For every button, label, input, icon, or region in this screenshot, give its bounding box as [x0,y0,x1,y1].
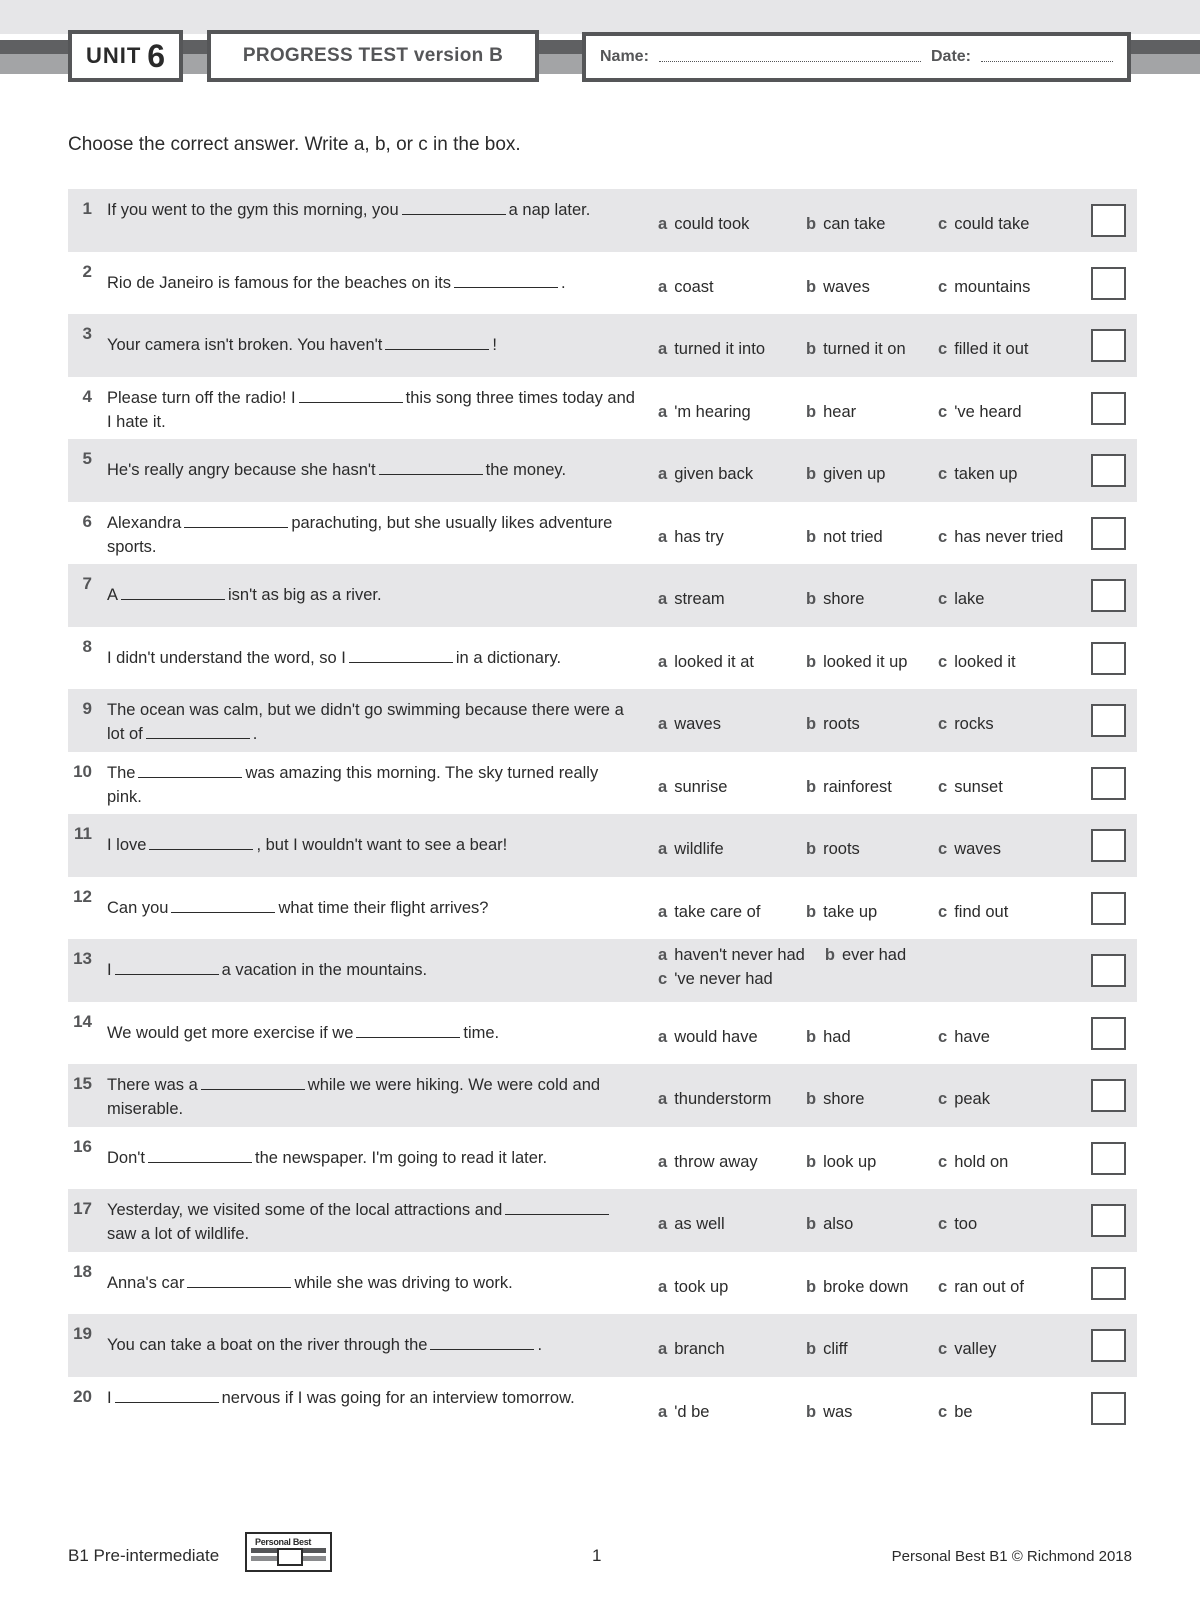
option-a: thunderstorm [674,1090,772,1108]
question-text-after: . [537,1336,543,1354]
option-a: branch [674,1340,725,1358]
question-text-after: time. [463,1023,500,1042]
option-a-line: a take care of [658,902,761,921]
question-number: 4 [82,386,92,406]
option-a: turned it into [674,340,765,358]
option-c-line: c 've never had [658,970,773,988]
option-b-line: b given up [806,465,886,483]
question-text-after: the money. [485,461,567,479]
option-a: 'm hearing [674,402,751,421]
question-text [107,646,637,670]
date-label: Date: [930,48,971,65]
option-b: take up [823,902,878,921]
question-text [107,583,637,607]
question-number: 1 [82,199,92,218]
name-date-box [582,32,1131,82]
question-row [68,252,1137,315]
question-number: 6 [82,511,92,531]
question-text [107,1386,637,1410]
answer-box[interactable] [1091,1017,1126,1050]
answer-blank [201,1076,305,1090]
option-a: coast [674,277,714,296]
question-text [107,511,637,559]
option-b-line: b looked it up [806,652,908,671]
question-text-before: Can you [107,898,169,917]
option-c-line: c waves [938,840,1001,858]
option-a: could took [674,215,750,233]
question-number: 13 [73,949,92,968]
option-a: sunrise [674,777,728,796]
answer-blank [379,461,483,475]
option-a: waves [674,715,721,733]
answer-box[interactable] [1091,267,1126,300]
option-b: rainforest [823,777,892,796]
option-b: shore [823,1090,865,1108]
answer-blank [121,586,225,600]
option-a: given back [674,465,754,483]
answer-box[interactable] [1091,392,1126,425]
question-text-after: while we were hiking. We were cold and miserable. [107,1076,601,1118]
option-a-line: a as well [658,1215,725,1233]
answer-box[interactable] [1091,829,1126,862]
option-b-line: b take up [806,902,878,921]
option-c: taken up [954,465,1018,483]
question-row [68,877,1137,940]
answer-blank [454,274,558,288]
answer-blank [149,836,253,850]
option-c-line: c looked it [938,652,1016,671]
question-text-after: this song three times today and I hate it. [107,388,635,431]
option-c-line: c ran out of [938,1277,1024,1296]
question-row [68,1064,1137,1127]
option-c: lake [954,590,985,608]
question-number: 16 [73,1136,92,1156]
answer-box[interactable] [1091,204,1126,237]
option-b-line: b shore [806,590,865,608]
question-row [68,1127,1137,1190]
option-a: haven't never had [674,946,805,964]
answer-box[interactable] [1091,329,1126,362]
question-text-after: parachuting, but she usually likes adventure sports. [107,513,613,556]
question-number: 15 [73,1074,92,1093]
option-c: could take [954,215,1030,233]
question-number: 8 [82,636,92,656]
option-a: as well [674,1215,725,1233]
question-row [68,814,1137,877]
question-row [68,689,1137,752]
question-row [68,1189,1137,1252]
answer-box[interactable] [1091,1204,1126,1237]
header-band-top [0,0,1200,34]
question-text-after: . [560,273,566,292]
question-text-before: Please turn off the radio! I [107,388,296,407]
question-number: 18 [73,1261,92,1281]
question-row [68,189,1137,252]
answer-blank [349,649,453,663]
question-text-before: The [107,763,136,782]
option-a: took up [674,1277,729,1296]
option-a-line: a waves [658,715,721,733]
answer-blank [115,961,219,975]
answer-box[interactable] [1091,1267,1126,1300]
question-text-before: There was a [107,1076,198,1094]
option-b: turned it on [823,340,906,358]
logo-block [277,1548,303,1566]
option-c-line: c taken up [938,465,1018,483]
question-row [68,564,1137,627]
option-b-line: b roots [806,840,860,858]
answer-blank [138,764,242,778]
option-b: can take [823,215,886,233]
page-number: 1 [592,1546,602,1565]
option-c: mountains [954,277,1031,296]
option-a-line: a 'm hearing [658,402,751,421]
answer-box[interactable] [1091,704,1126,737]
option-b: roots [823,840,860,858]
copyright: Personal Best B1 © Richmond 2018 [891,1548,1132,1565]
option-c-line: c mountains [938,277,1031,296]
question-text-before: I didn't understand the word, so I [107,648,346,667]
name-field[interactable] [659,61,921,62]
question-text [107,458,637,482]
answer-box[interactable] [1091,1329,1126,1362]
option-a-line: a could took [658,215,750,233]
unit-number: 6 [147,37,166,74]
question-text [107,958,637,982]
answer-box[interactable] [1091,767,1126,800]
answer-box[interactable] [1091,517,1126,550]
question-text-before: The ocean was calm, but we didn't go swimming because there were a lot of [107,701,624,743]
question-row [68,1314,1137,1377]
option-c: 've never had [674,970,773,988]
option-b: not tried [823,527,883,546]
question-text-before: Don't [107,1148,146,1167]
question-number: 9 [82,699,92,718]
personal-best-logo [245,1532,332,1572]
option-c-line: c hold on [938,1152,1009,1171]
question-number: 19 [73,1324,92,1343]
option-b-line: b rainforest [806,777,892,796]
option-b: ever had [841,946,907,964]
option-a-line: a given back [658,465,754,483]
question-text [107,1146,637,1170]
question-text-before: Anna's car [107,1273,185,1292]
answer-blank [505,1201,609,1215]
question-number: 3 [82,324,92,343]
option-a: throw away [674,1152,758,1171]
answer-blank [184,514,288,528]
option-c: waves [954,840,1001,858]
option-b: given up [823,465,886,483]
option-a-line: a looked it at [658,652,754,671]
option-c: valley [954,1340,997,1358]
option-c-line: c find out [938,902,1009,921]
option-b: waves [823,277,870,296]
option-b-line: b waves [806,277,870,296]
option-a-line: a sunrise [658,777,728,796]
option-b: cliff [823,1340,848,1358]
option-a: would have [674,1027,758,1046]
option-c-line: c peak [938,1090,990,1108]
unit-label: UNIT [85,43,142,68]
question-text [107,1073,637,1121]
logo-text: Personal Best [255,1537,312,1547]
option-b-line: b was [806,1402,853,1421]
answer-box[interactable] [1091,892,1126,925]
option-a: take care of [674,902,761,921]
question-text-before: I love [107,836,147,854]
option-c-line: c too [938,1215,978,1233]
option-b: roots [823,715,860,733]
option-b-line: b roots [806,715,860,733]
question-text [107,333,637,357]
answer-blank [356,1024,460,1038]
option-a-line: a throw away [658,1152,758,1171]
test-title: PROGRESS TEST version B [242,45,504,66]
option-a-line: a stream [658,590,725,608]
option-b: broke down [823,1277,909,1296]
option-c: have [954,1027,990,1046]
option-a-line: a wildlife [658,840,724,858]
option-c: 've heard [954,402,1022,421]
question-row [68,752,1137,815]
option-b: also [823,1215,854,1233]
question-text-before: Alexandra [107,513,182,532]
test-title-box [207,30,539,82]
question-text-before: I [107,1388,112,1407]
option-b: hear [823,402,857,421]
option-c-line: c be [938,1402,973,1421]
question-number: 2 [82,261,92,281]
question-text-before: You can take a boat on the river through the [107,1336,428,1354]
instruction: Choose the correct answer. Write a, b, or c in the box. [68,134,521,155]
question-text-after: was amazing this morning. The sky turned really pink. [107,763,599,806]
option-a-b: a haven't never had b ever had [658,946,907,964]
answer-blank [146,725,250,739]
question-text [107,271,637,295]
question-row [68,939,1137,1002]
option-b-line: b cliff [806,1340,848,1358]
option-a: has try [674,527,724,546]
question-text-after: saw a lot of wildlife. [107,1225,250,1243]
option-a: looked it at [674,652,754,671]
option-c-line: c have [938,1027,990,1046]
option-c: be [954,1402,973,1421]
question-text [107,698,637,746]
question-text [107,761,637,809]
answer-blank [385,336,489,350]
answer-box[interactable] [1091,1079,1126,1112]
option-b: look up [823,1152,877,1171]
option-b-line: b had [806,1027,851,1046]
option-a: wildlife [674,840,724,858]
answer-box[interactable] [1091,579,1126,612]
question-text-after: what time their flight arrives? [278,898,489,917]
answer-blank [148,1149,252,1163]
question-text-after: while she was driving to work. [294,1273,513,1292]
question-row [68,1002,1137,1065]
question-number: 14 [73,1011,92,1031]
question-row [68,314,1137,377]
question-text-after: a vacation in the mountains. [221,961,428,979]
question-row [68,1252,1137,1315]
option-b-line: b can take [806,215,886,233]
question-text-after: . [252,725,258,743]
option-c: rocks [954,715,994,733]
option-b-line: b look up [806,1152,877,1171]
answer-box[interactable] [1091,954,1126,987]
question-text-after: , but I wouldn't want to see a bear! [256,836,508,854]
answer-blank [115,1389,219,1403]
question-number: 7 [82,574,92,593]
answer-blank [402,201,506,215]
option-c-line: c could take [938,215,1030,233]
question-text-before: Yesterday, we visited some of the local attractions and [107,1201,503,1219]
question-text-after: in a dictionary. [455,648,562,667]
option-c: peak [954,1090,990,1108]
option-b-line: b not tried [806,527,883,546]
option-b-line: b also [806,1215,854,1233]
option-a-line: a turned it into [658,340,765,358]
question-number: 20 [73,1386,92,1406]
option-a-line: a would have [658,1027,758,1046]
question-text [107,1198,637,1246]
option-b: was [823,1402,853,1421]
answer-box[interactable] [1091,1142,1126,1175]
option-c-line: c 've heard [938,402,1022,421]
option-b-line: b turned it on [806,340,906,358]
question-number: 12 [73,886,92,906]
option-a-line: a coast [658,277,714,296]
question-text-before: Rio de Janeiro is famous for the beaches on its [107,273,451,292]
option-b-line: b broke down [806,1277,909,1296]
option-b-line: b shore [806,1090,865,1108]
date-field[interactable] [981,61,1113,62]
unit-box [68,30,183,82]
option-c-line: c lake [938,590,985,608]
question-number: 10 [73,761,92,781]
answer-blank [187,1274,291,1288]
question-number: 11 [74,824,92,843]
option-c: find out [954,902,1009,921]
question-row [68,627,1137,690]
option-c: hold on [954,1152,1009,1171]
question-text-before: A [107,586,119,604]
option-a: stream [674,590,725,608]
option-b: had [823,1027,851,1046]
answer-box[interactable] [1091,642,1126,675]
option-a-line: a 'd be [658,1402,710,1421]
option-c: sunset [954,777,1003,796]
question-text-after: ! [492,336,497,354]
answer-blank [171,899,275,913]
question-row [68,502,1137,565]
question-row [68,439,1137,502]
question-text-before: Your camera isn't broken. You haven't [107,336,383,354]
option-b: shore [823,590,865,608]
question-row [68,1377,1137,1440]
footer-level: B1 Pre-intermediate [68,1546,220,1565]
option-c-line: c has never tried [938,527,1064,546]
question-text-after: isn't as big as a river. [228,586,382,604]
question-text-after: nervous if I was going for an interview tomorrow. [221,1388,575,1407]
option-a: 'd be [674,1402,710,1421]
question-number: 5 [82,449,92,468]
option-c: filled it out [954,340,1029,358]
question-text [107,1021,637,1045]
question-text [107,1271,637,1295]
question-text-before: I [107,961,112,979]
option-c-line: c rocks [938,715,994,733]
question-list [68,189,1137,1439]
question-text-before: If you went to the gym this morning, you [107,201,399,219]
option-c: too [954,1215,978,1233]
option-c: ran out of [954,1277,1024,1296]
question-text-after: a nap later. [508,201,591,219]
option-b-line: b hear [806,402,857,421]
option-c-line: c valley [938,1340,997,1358]
option-c-line: c sunset [938,777,1003,796]
option-a-line: a thunderstorm [658,1090,772,1108]
option-c: has never tried [954,527,1064,546]
question-number: 17 [73,1199,92,1218]
name-label: Name: [600,48,649,65]
option-c: looked it [954,652,1016,671]
answer-box[interactable] [1091,454,1126,487]
question-text [107,833,637,857]
option-a-line: a branch [658,1340,725,1358]
answer-blank [299,389,403,403]
answer-box[interactable] [1091,1392,1126,1425]
answer-blank [430,1336,534,1350]
question-text-before: He's really angry because she hasn't [107,461,376,479]
question-row [68,377,1137,440]
question-text-before: We would get more exercise if we [107,1023,354,1042]
option-a-line: a took up [658,1277,729,1296]
option-b: looked it up [823,652,908,671]
question-text-after: the newspaper. I'm going to read it later. [255,1148,548,1167]
question-text [107,896,637,920]
option-c-line: c filled it out [938,340,1029,358]
option-a-line: a has try [658,527,724,546]
question-text [107,386,637,434]
question-text [107,1333,637,1357]
question-text [107,198,637,222]
